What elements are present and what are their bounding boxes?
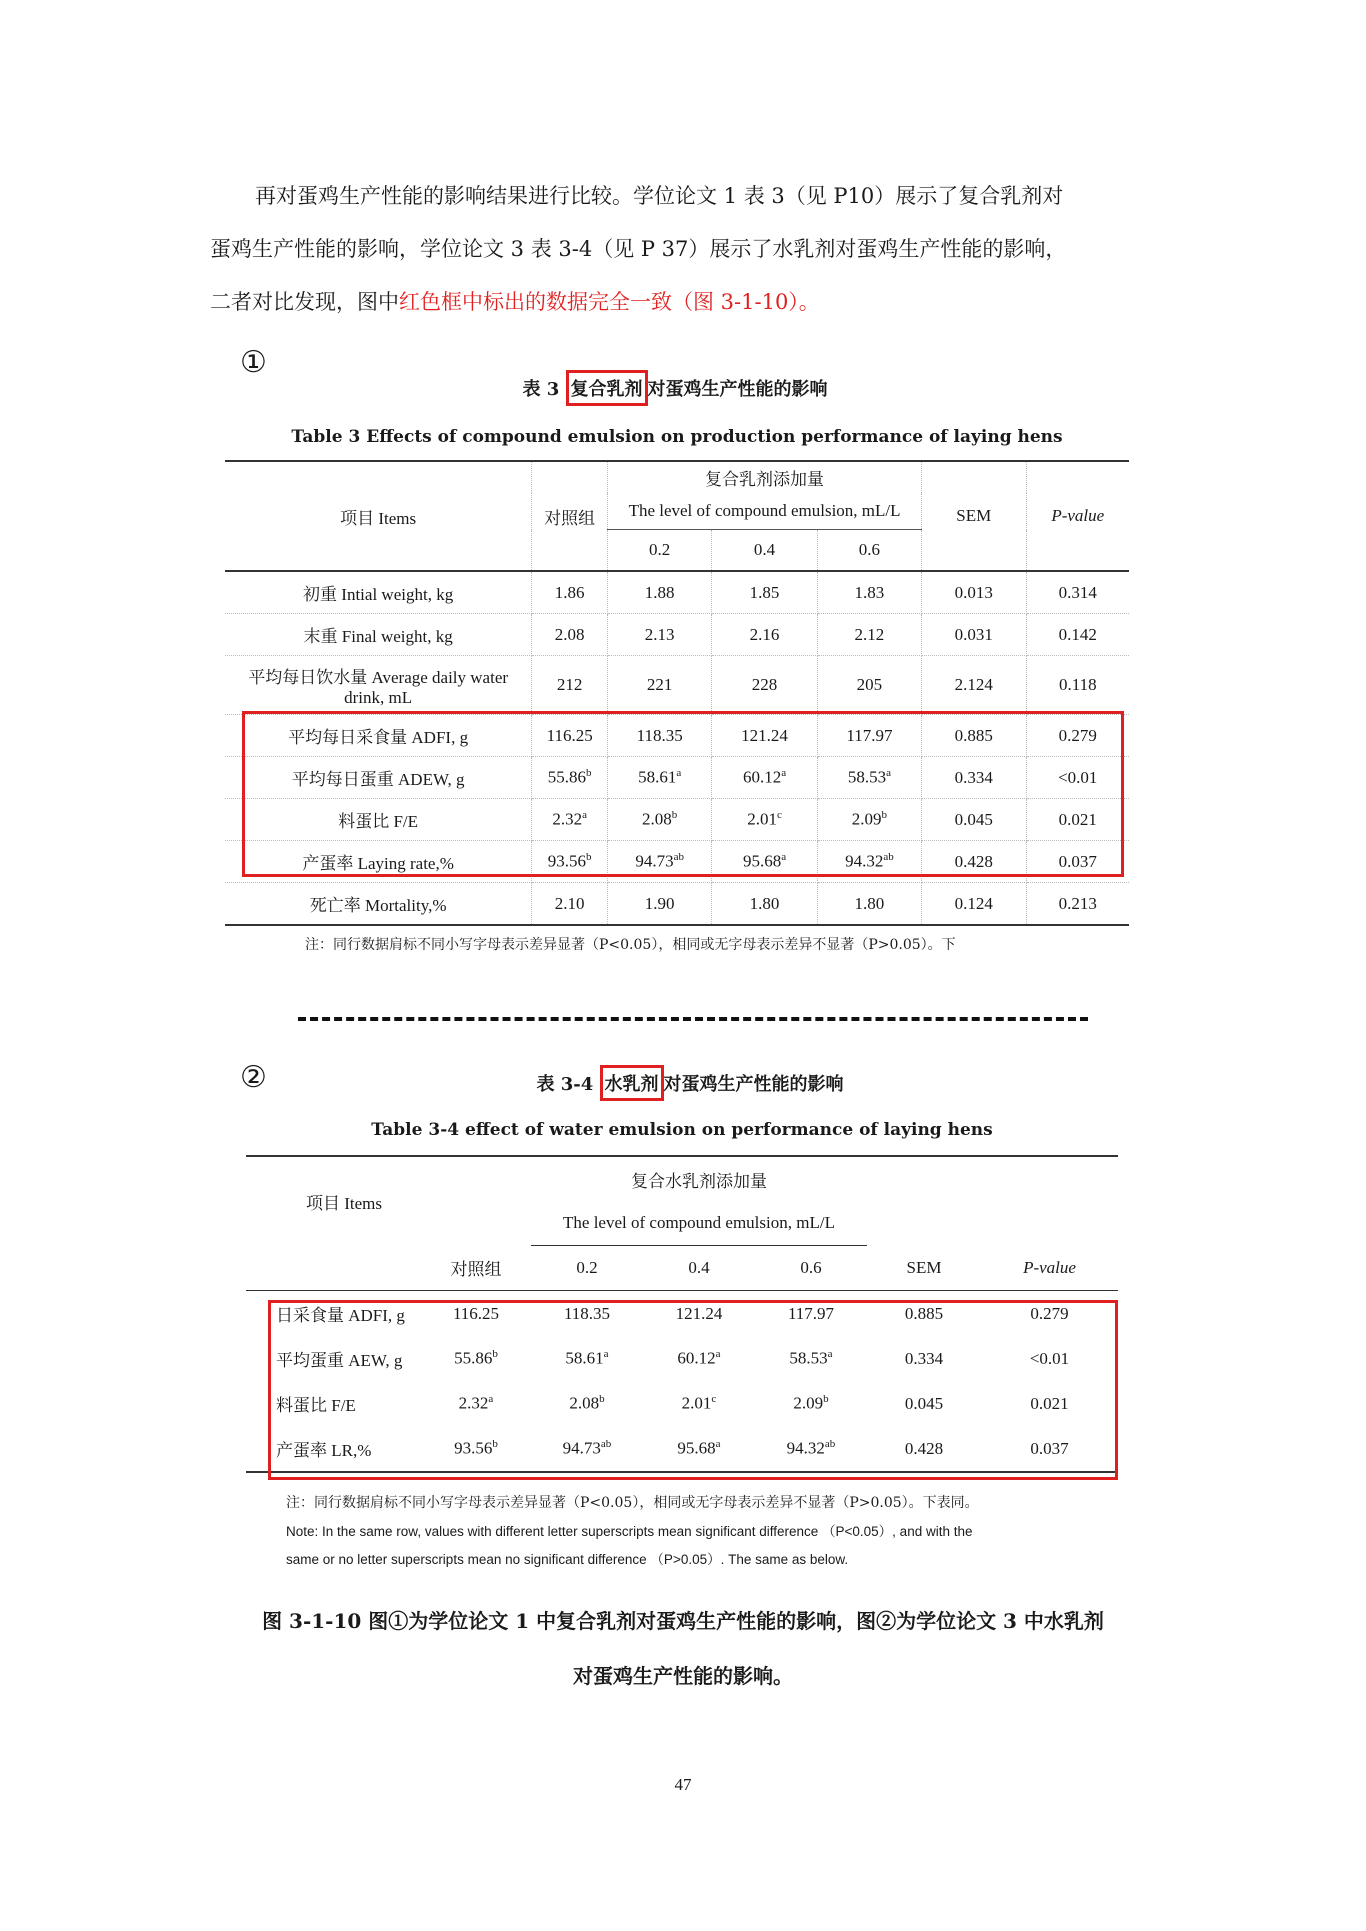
t1-header-pvalue: P-value <box>1026 461 1129 571</box>
control-value-value: 1.86 <box>554 582 585 602</box>
level-04-value-value: 60.12 <box>742 767 782 787</box>
figure-caption-line-1: 图 3-1-10 图①为学位论文 1 中复合乳剂对蛋鸡生产性能的影响，图②为学位论文 3 中水乳剂 <box>262 1609 1104 1633</box>
level-04-value-superscript: c <box>711 1393 717 1406</box>
control-value-value: 2.08 <box>554 624 585 644</box>
row-label-value: 料蛋比 F/E <box>276 1396 356 1415</box>
figure-2-title-boxed: 水乳剂 <box>600 1065 664 1101</box>
separator <box>298 1017 1088 1021</box>
level-06-value-superscript: ab <box>883 851 894 864</box>
sem-value-value: 0.045 <box>904 1393 944 1413</box>
level-02-value <box>608 883 712 926</box>
pvalue-value-value: 0.279 <box>1058 725 1097 745</box>
sem-value-value: 2.124 <box>954 675 993 694</box>
control-value-value: 93.56 <box>454 1438 493 1458</box>
row-label <box>225 656 532 715</box>
figure-2-title-en: Table 3-4 effect of water emulsion on performance of laying hens <box>371 1120 993 1140</box>
t1-header-sem: SEM <box>921 461 1026 571</box>
control-value-value: 93.56 <box>547 851 587 871</box>
level-04-value-superscript: a <box>715 1438 721 1451</box>
sem-value-value: 0.428 <box>954 851 993 871</box>
level-04-value <box>712 571 818 614</box>
sem-value-value: 0.013 <box>954 582 993 602</box>
level-06-value-value: 1.80 <box>854 893 885 913</box>
row-label <box>225 571 532 614</box>
paragraph-line-3-prefix: 二者对比发现，图中 <box>210 290 399 314</box>
sem-value-value: 0.124 <box>954 893 993 913</box>
row-label-value: 平均每日饮水量 Average daily water drink, mL <box>248 667 509 707</box>
pvalue-value-value: 0.021 <box>1058 809 1097 829</box>
pvalue-value-value: 0.118 <box>1058 675 1097 694</box>
pvalue-value-value: 0.213 <box>1058 893 1097 913</box>
level-02-value-value: 58.61 <box>565 1348 604 1368</box>
pvalue-value <box>1026 571 1129 614</box>
figure-1-title-en: Table 3 Effects of compound emulsion on production performance of laying hens <box>291 427 1063 447</box>
row-label-value: 日采食量 ADFI, g <box>276 1306 405 1325</box>
sem-value-value: 0.045 <box>954 809 993 829</box>
control-value-value: 116.25 <box>546 725 593 745</box>
pvalue-value-value: <0.01 <box>1058 767 1098 787</box>
intro-paragraph <box>210 170 1170 329</box>
pvalue-value-value: 0.142 <box>1058 624 1097 644</box>
figure-2-note-cn: 注：同行数据肩标不同小写字母表示差异显著（P<0.05），相同或无字母表示差异不显著（P>0.05）。下表同。 <box>286 1495 979 1511</box>
row-label-value: 初重 Intial weight, kg <box>303 585 454 604</box>
control-value-superscript: b <box>492 1438 498 1451</box>
t2-header-control: 对照组 <box>450 1260 502 1280</box>
level-06-value-value: 2.09 <box>793 1393 824 1413</box>
control-value-value: 2.10 <box>554 893 585 913</box>
figure-1-highlight-box <box>242 711 1124 877</box>
pvalue-value <box>1026 614 1129 656</box>
control-value-value: 55.86 <box>547 767 587 787</box>
level-06-value-value: 117.97 <box>846 725 893 745</box>
figure-1-title-cn <box>425 370 925 406</box>
pvalue-value-value: <0.01 <box>1029 1348 1070 1368</box>
pvalue-value <box>1026 656 1129 715</box>
paragraph-line-3 <box>210 276 1170 329</box>
figure-1-title-boxed: 复合乳剂 <box>566 370 648 406</box>
sem-value <box>921 883 1026 926</box>
t2-header-group-cn: 复合水乳剂添加量 <box>631 1171 767 1191</box>
t1-header-level: 0.4 <box>712 530 818 571</box>
level-02-value-superscript: a <box>603 1348 609 1361</box>
control-value-value: 55.86 <box>454 1348 493 1368</box>
level-04-value-value: 1.80 <box>749 893 780 913</box>
sem-value-value: 0.334 <box>954 767 993 787</box>
level-06-value-value: 58.53 <box>789 1348 828 1368</box>
row-label-value: 料蛋比 F/E <box>338 812 419 831</box>
level-04-value <box>712 883 818 926</box>
control-value-value: 212 <box>556 675 583 694</box>
t1-header-group-cn: 复合乳剂添加量 <box>608 461 922 493</box>
level-06-value <box>817 614 921 656</box>
row-label-value: 平均每日采食量 ADFI, g <box>288 728 469 747</box>
row-label <box>225 614 532 656</box>
pvalue-value-value: 0.021 <box>1030 1393 1069 1413</box>
level-02-value-value: 1.88 <box>644 582 675 602</box>
figure-1-title-suffix: 对蛋鸡生产性能的影响 <box>647 379 828 400</box>
level-02-value <box>608 656 712 715</box>
level-02-value-value: 1.90 <box>644 893 675 913</box>
level-04-value-superscript: a <box>781 767 787 780</box>
level-02-value-value: 2.08 <box>642 809 672 829</box>
level-02-value <box>608 571 712 614</box>
row-label-value: 死亡率 Mortality,% <box>309 896 447 915</box>
figure-1-marker: ① <box>240 345 267 380</box>
table-row <box>225 883 1129 926</box>
t2-header-level: 0.6 <box>800 1258 822 1277</box>
pvalue-value-value: 0.037 <box>1058 851 1097 871</box>
figure-2-highlight-box <box>268 1300 1118 1480</box>
level-04-value-value: 95.68 <box>742 851 782 871</box>
control-value <box>532 571 608 614</box>
level-04-value-value: 60.12 <box>677 1348 716 1368</box>
figure-1-note: 注：同行数据肩标不同小写字母表示差异显著（P<0.05），相同或无字母表示差异不显著（P>0.05）。下 <box>305 937 956 953</box>
level-02-value-value: 118.35 <box>563 1303 611 1323</box>
figure-2-title-suffix: 对蛋鸡生产性能的影响 <box>663 1074 844 1095</box>
level-06-value-superscript: ab <box>824 1438 836 1451</box>
level-02-value-value: 2.13 <box>644 624 675 644</box>
table-row <box>225 656 1129 715</box>
level-02-value-superscript: b <box>599 1393 605 1406</box>
level-06-value-superscript: b <box>881 809 888 822</box>
control-value-superscript: a <box>488 1393 494 1406</box>
t2-header-group-en: The level of compound emulsion, mL/L <box>531 1201 867 1246</box>
row-label-value: 平均每日蛋重 ADEW, g <box>291 770 465 789</box>
level-04-value-value: 2.16 <box>749 624 780 644</box>
sem-value-value: 0.885 <box>904 1303 944 1323</box>
figure-2-title-cn <box>430 1065 950 1101</box>
control-value-value: 2.32 <box>552 809 583 829</box>
page-number: 47 <box>674 1775 692 1794</box>
t1-header-items: 项目 Items <box>225 461 532 571</box>
level-02-value-value: 221 <box>646 675 673 694</box>
level-02-value-superscript: ab <box>600 1438 612 1451</box>
t2-header-pvalue: P-value <box>1023 1257 1076 1277</box>
row-label-value: 末重 Final weight, kg <box>303 627 453 646</box>
row-label <box>225 883 532 926</box>
paragraph-highlight: 红色框中标出的数据完全一致（图 3-1-10）。 <box>399 290 820 314</box>
control-value <box>532 883 608 926</box>
t2-header-sem: SEM <box>906 1257 942 1277</box>
control-value <box>532 614 608 656</box>
level-02-value-superscript: ab <box>673 851 684 864</box>
level-06-value-superscript: b <box>823 1393 829 1406</box>
level-04-value-value: 228 <box>751 675 778 694</box>
control-value-superscript: b <box>586 767 592 780</box>
sem-value-value: 0.428 <box>904 1438 944 1458</box>
control-value-superscript: b <box>492 1348 498 1361</box>
level-04-value <box>712 614 818 656</box>
level-06-value-value: 94.32 <box>786 1438 825 1458</box>
pvalue-value <box>1026 883 1129 926</box>
table-row <box>225 571 1129 614</box>
t1-header-control: 对照组 <box>532 461 608 571</box>
t2-header-level: 0.2 <box>576 1258 598 1277</box>
level-04-value-value: 121.24 <box>741 725 788 745</box>
level-06-value-value: 1.83 <box>854 582 885 602</box>
level-02-value-superscript: a <box>676 767 682 780</box>
figure-caption-line-2: 对蛋鸡生产性能的影响。 <box>573 1664 793 1688</box>
pvalue-value-value: 0.314 <box>1058 582 1097 602</box>
level-02-value-value: 58.61 <box>638 767 677 787</box>
level-04-value-value: 1.85 <box>749 582 780 602</box>
level-04-value-superscript: a <box>781 851 787 864</box>
level-04-value-superscript: a <box>715 1348 721 1361</box>
figure-2-note-en-2: same or no letter superscripts mean no significant difference （P>0.05）. The same as below. <box>286 1552 849 1567</box>
row-label-value: 产蛋率 Laying rate,% <box>302 854 454 873</box>
figure-1-title-prefix: 表 3 <box>522 379 560 400</box>
level-04-value-value: 2.01 <box>747 809 777 829</box>
figure-2-marker: ② <box>240 1060 267 1095</box>
control-value-superscript: b <box>586 851 592 864</box>
level-06-value-value: 58.53 <box>847 767 887 787</box>
sem-value <box>921 571 1026 614</box>
t2-header-level: 0.4 <box>688 1258 710 1277</box>
table-row <box>225 614 1129 656</box>
level-06-value-value: 205 <box>856 675 883 694</box>
level-06-value <box>817 571 921 614</box>
row-label-value: 平均蛋重 AEW, g <box>276 1351 403 1370</box>
level-04-value-superscript: c <box>776 809 782 822</box>
level-04-value-value: 121.24 <box>675 1303 723 1323</box>
sem-value-value: 0.885 <box>954 725 993 745</box>
figure-2-note-en-1: Note: In the same row, values with different letter superscripts mean significant difference （P<0.05）, and with the <box>286 1524 973 1539</box>
level-02-value <box>608 614 712 656</box>
level-02-value-superscript: b <box>671 809 678 822</box>
level-04-value-value: 2.01 <box>681 1393 712 1413</box>
t1-header-level: 0.2 <box>608 530 712 571</box>
level-04-value-value: 95.68 <box>677 1438 716 1458</box>
level-06-value-value: 2.09 <box>851 809 882 829</box>
sem-value-value: 0.334 <box>904 1348 944 1368</box>
t2-header-items: 项目 Items <box>306 1193 383 1213</box>
level-06-value-superscript: a <box>886 767 891 780</box>
level-02-value-value: 94.73 <box>635 851 674 871</box>
t1-header-group-en: The level of compound emulsion, mL/L <box>608 493 922 529</box>
figure-2-title-prefix: 表 3-4 <box>536 1074 594 1095</box>
control-value-value: 116.25 <box>452 1303 500 1323</box>
row-label-value: 产蛋率 LR,% <box>276 1441 372 1460</box>
paragraph-line-1: 再对蛋鸡生产性能的影响结果进行比较。学位论文 1 表 3（见 P10）展示了复合乳剂对 <box>255 184 1064 208</box>
level-06-value <box>817 883 921 926</box>
t1-header-level: 0.6 <box>817 530 921 571</box>
level-02-value-value: 118.35 <box>636 725 683 745</box>
level-06-value-value: 117.97 <box>787 1303 835 1323</box>
sem-value-value: 0.031 <box>954 624 993 644</box>
control-value <box>532 656 608 715</box>
sem-value <box>921 656 1026 715</box>
pvalue-value-value: 0.279 <box>1030 1303 1069 1323</box>
level-06-value-value: 2.12 <box>854 624 885 644</box>
paragraph-line-2: 蛋鸡生产性能的影响，学位论文 3 表 3-4（见 P 37）展示了水乳剂对蛋鸡生产性能的影响， <box>210 237 1067 261</box>
pvalue-value-value: 0.037 <box>1030 1438 1069 1458</box>
level-06-value <box>817 656 921 715</box>
control-value-value: 2.32 <box>458 1393 489 1413</box>
level-02-value-value: 2.08 <box>569 1393 600 1413</box>
level-04-value <box>712 656 818 715</box>
level-02-value-value: 94.73 <box>562 1438 601 1458</box>
control-value-superscript: a <box>582 809 587 822</box>
level-06-value-superscript: a <box>827 1348 833 1361</box>
sem-value <box>921 614 1026 656</box>
level-06-value-value: 94.32 <box>845 851 884 871</box>
